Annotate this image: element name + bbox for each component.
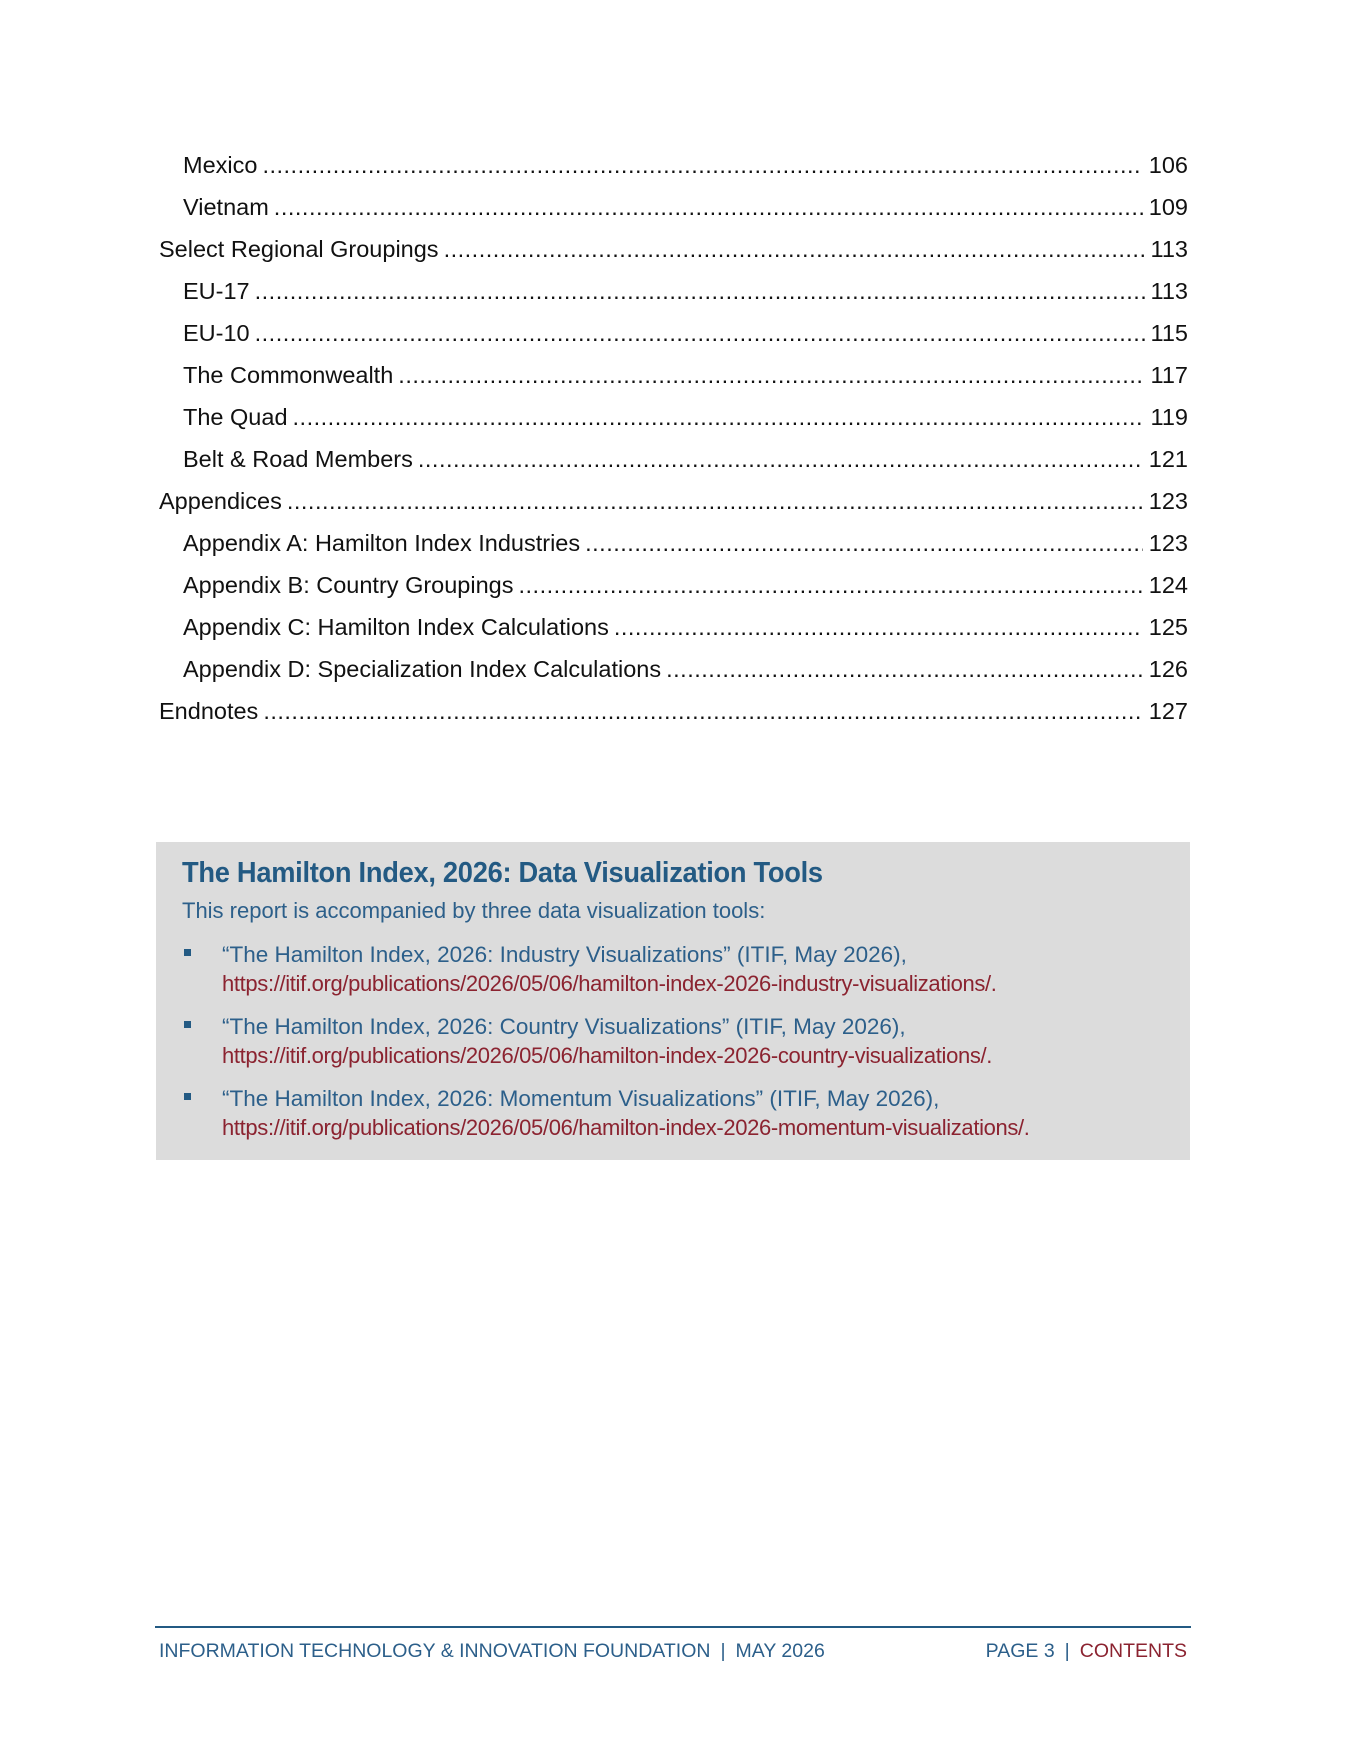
- toc-page-number: 126: [1148, 656, 1188, 682]
- toc-page-number: 106: [1148, 152, 1188, 178]
- footer-page-number: PAGE 3: [985, 1640, 1055, 1662]
- toc-page-number: 123: [1148, 530, 1188, 556]
- toc-entry-label: EU-10: [183, 320, 250, 346]
- toc-entry-label: Appendices: [159, 488, 282, 514]
- toc-entry-eu-10[interactable]: [159, 320, 1188, 362]
- footer-publisher: [159, 1640, 825, 1663]
- toc-page-number: 113: [1150, 278, 1188, 304]
- footer-date: MAY 2026: [735, 1640, 825, 1662]
- tool-link[interactable]: https://itif.org/publications/2026/05/06/hamilton-index-2026-country-visualizations/.: [222, 1043, 993, 1068]
- square-bullet-icon: [184, 1093, 191, 1100]
- tool-link[interactable]: https://itif.org/publications/2026/05/06/hamilton-index-2026-momentum-visualizations/.: [222, 1115, 1030, 1140]
- toc-entry-label: The Quad: [183, 404, 288, 430]
- tool-citation: “The Hamilton Index, 2026: Country Visualizations” (ITIF, May 2026),: [222, 1014, 906, 1039]
- toc-dot-leader: [274, 194, 1143, 221]
- visualization-tools-list: [182, 940, 1172, 1156]
- toc-dot-leader: [444, 236, 1145, 263]
- toc-entry-belt-and-road-members[interactable]: [159, 446, 1188, 488]
- toc-page-number: 125: [1148, 614, 1188, 640]
- tool-citation: “The Hamilton Index, 2026: Momentum Visualizations” (ITIF, May 2026),: [222, 1086, 940, 1111]
- toc-entry-label: The Commonwealth: [183, 362, 394, 388]
- footer-separator: |: [720, 1640, 726, 1662]
- toc-entry-appendices[interactable]: [159, 488, 1188, 530]
- toc-entry-label: Vietnam: [183, 194, 269, 220]
- toc-entry-label: Appendix D: Specialization Index Calculations: [183, 656, 662, 682]
- footer-organization: INFORMATION TECHNOLOGY & INNOVATION FOUNDATION: [159, 1640, 711, 1662]
- toc-entry-appendix-a[interactable]: [159, 530, 1188, 572]
- toc-entry-label: Appendix B: Country Groupings: [183, 572, 514, 598]
- tool-link[interactable]: https://itif.org/publications/2026/05/06/hamilton-index-2026-industry-visualizations/.: [222, 971, 997, 996]
- list-item: [182, 940, 1172, 1012]
- toc-entry-label: Mexico: [183, 152, 258, 178]
- tool-citation: “The Hamilton Index, 2026: Industry Visualizations” (ITIF, May 2026),: [222, 942, 907, 967]
- toc-entry-select-regional-groupings[interactable]: [159, 236, 1188, 278]
- toc-dot-leader: [614, 614, 1143, 641]
- toc-dot-leader: [262, 152, 1142, 179]
- toc-entry-the-quad[interactable]: [159, 404, 1188, 446]
- data-visualization-callout-box: [156, 842, 1190, 1160]
- toc-dot-leader: [398, 362, 1144, 389]
- toc-dot-leader: [666, 656, 1143, 683]
- table-of-contents: [159, 152, 1188, 740]
- list-item: [182, 1012, 1172, 1084]
- toc-entry-label: Appendix C: Hamilton Index Calculations: [183, 614, 609, 640]
- toc-page-number: 115: [1150, 320, 1188, 346]
- toc-page-number: 119: [1150, 404, 1188, 430]
- toc-entry-appendix-c[interactable]: [159, 614, 1188, 656]
- toc-entry-the-commonwealth[interactable]: [159, 362, 1188, 404]
- toc-dot-leader: [287, 488, 1143, 515]
- toc-entry-label: Select Regional Groupings: [159, 236, 439, 262]
- toc-entry-label: Belt & Road Members: [183, 446, 413, 472]
- toc-dot-leader: [255, 278, 1145, 305]
- callout-intro: This report is accompanied by three data visualization tools:: [182, 898, 766, 923]
- toc-dot-leader: [263, 698, 1142, 725]
- square-bullet-icon: [184, 1021, 191, 1028]
- footer-page-info: [986, 1640, 1187, 1663]
- callout-title: The Hamilton Index, 2026: Data Visualization Tools: [182, 857, 823, 889]
- list-item: [182, 1084, 1172, 1156]
- toc-entry-appendix-d[interactable]: [159, 656, 1188, 698]
- toc-entry-label: Endnotes: [159, 698, 259, 724]
- toc-entry-endnotes[interactable]: [159, 698, 1188, 740]
- toc-page-number: 123: [1148, 488, 1188, 514]
- toc-page-number: 121: [1148, 446, 1188, 472]
- toc-page-number: 124: [1148, 572, 1188, 598]
- toc-page-number: 113: [1150, 236, 1188, 262]
- footer-separator: |: [1064, 1640, 1070, 1662]
- toc-dot-leader: [255, 320, 1145, 347]
- toc-entry-appendix-b[interactable]: [159, 572, 1188, 614]
- square-bullet-icon: [184, 949, 191, 956]
- toc-page-number: 127: [1148, 698, 1188, 724]
- footer-divider: [155, 1626, 1191, 1628]
- toc-page-number: 117: [1150, 362, 1188, 388]
- toc-dot-leader: [293, 404, 1145, 431]
- toc-dot-leader: [585, 530, 1143, 557]
- toc-entry-vietnam[interactable]: [159, 194, 1188, 236]
- toc-entry-eu-17[interactable]: [159, 278, 1188, 320]
- toc-dot-leader: [519, 572, 1143, 599]
- toc-entry-label: Appendix A: Hamilton Index Industries: [183, 530, 581, 556]
- toc-entry-mexico[interactable]: [159, 152, 1188, 194]
- toc-dot-leader: [418, 446, 1143, 473]
- toc-entry-label: EU-17: [183, 278, 250, 304]
- contents-link[interactable]: CONTENTS: [1079, 1640, 1187, 1662]
- toc-page-number: 109: [1148, 194, 1188, 220]
